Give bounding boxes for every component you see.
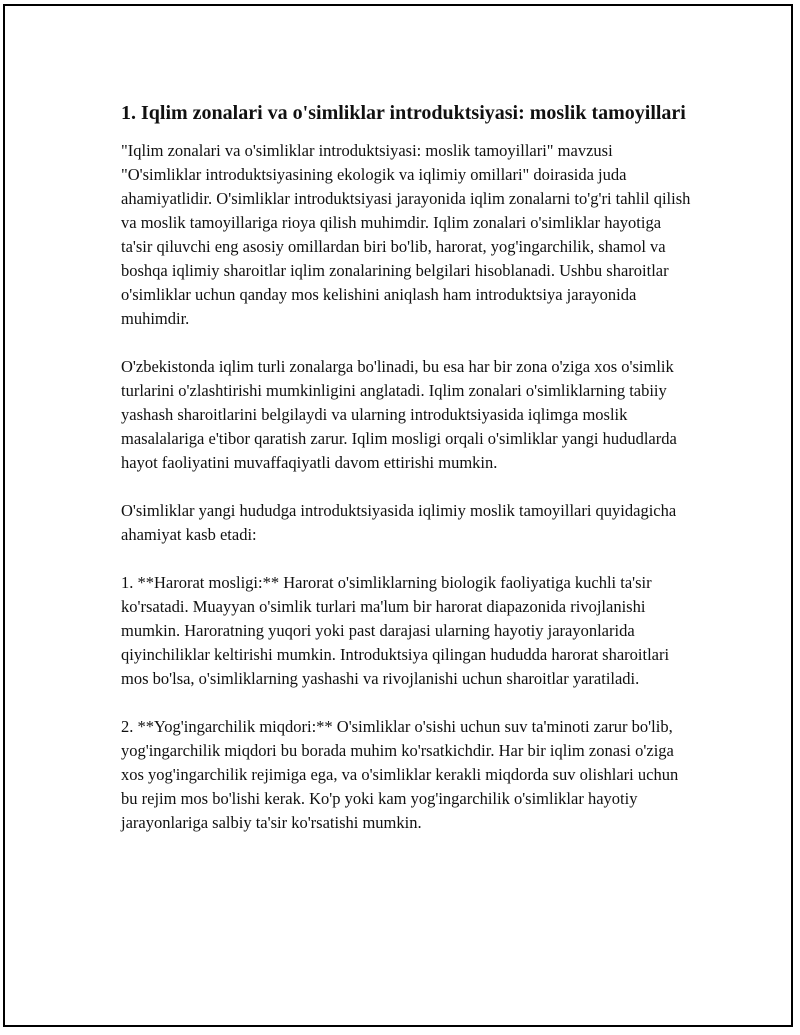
paragraph-uzbekistan-zones: O'zbekistonda iqlim turli zonalarga bo'linadi, bu esa har bir zona o'ziga xos o'simlik turlarini o'zlashtirishi mumkinligini anglatadi. Iqlim zonalari o'simliklarning tabiiy yashash sharoitlarini belgilaydi va ularning introduktsiyasida iqlimga moslik masalalariga e'tibor qaratish zarur. Iqlim mosligi orqali o'simliklar yangi hududlarda hayot faoliyatini muvaffaqiyatli davom ettirishi mumkin.: [121, 357, 677, 472]
paragraph-principles-lead: O'simliklar yangi hududga introduktsiyasida iqlimiy moslik tamoyillari quyidagicha ahamiyat kasb etadi:: [121, 501, 677, 544]
document-page: [3, 4, 793, 1027]
paragraph-intro: "Iqlim zonalari va o'simliklar introduktsiyasi: moslik tamoyillari" mavzusi "O'simliklar introduktsiyasining ekologik va iqlimiy omillari" doirasida juda ahamiyatlidir. O'simliklar introduktsiyasi jarayonida iqlim zonalarni to'g'ri tahlil qilish va moslik tamoyillariga rioya qilish muhimdir. Iqlim zonalari o'simliklar hayotiga ta'sir qiluvchi eng asosiy omillardan biri bo'lib, harorat, yog'ingarchilik, shamol va boshqa iqlimiy sharoitlar iqlim zonalarining belgilari hisoblanadi. Ushbu sharoitlar o'simliklar uchun qanday mos kelishini aniqlash ham introduktsiya jarayonida muhimdir.: [121, 141, 691, 328]
paragraph-precipitation: 2. **Yog'ingarchilik miqdori:** O'simliklar o'sishi uchun suv ta'minoti zarur bo'lib, yog'ingarchilik miqdori bu borada muhim ko'rsatkichdir. Har bir iqlim zonasi o'ziga xos yog'ingarchilik rejimiga ega, va o'simliklar kerakli miqdorda suv olishlari uchun bu rejim mos bo'lishi kerak. Ko'p yoki kam yog'ingarchilik o'simliklar hayotiy jarayonlariga salbiy ta'sir ko'rsatishi mumkin.: [121, 717, 679, 832]
document-title: 1. Iqlim zonalari va o'simliklar introduktsiyasi: moslik tamoyillari: [121, 102, 686, 124]
document-body: [121, 100, 693, 859]
paragraph-temperature: 1. **Harorat mosligi:** Harorat o'simliklarning biologik faoliyatiga kuchli ta'sir ko'rsatadi. Muayyan o'simlik turlari ma'lum bir harorat diapazonida rivojlanishi mumkin. Haroratning yuqori yoki past darajasi ularning hayotiy jarayonlarida qiyinchiliklar keltirishi mumkin. Introduktsiya qilingan hududda harorat sharoitlari mos bo'lsa, o'simliklarning yashashi va rivojlanishi uchun sharoitlar yaratiladi.: [121, 573, 670, 688]
